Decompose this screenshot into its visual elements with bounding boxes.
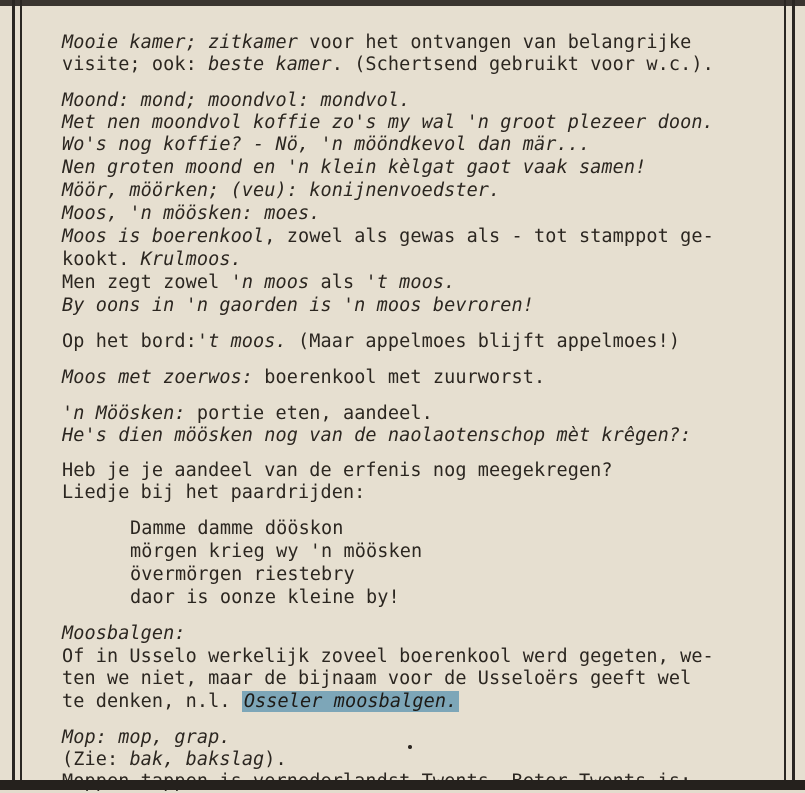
text-line bbox=[62, 295, 534, 317]
roman-text: ). bbox=[264, 749, 287, 770]
text-line bbox=[62, 403, 433, 425]
italic-text: bak, bakslag bbox=[129, 749, 265, 770]
italic-text: 't moos. bbox=[196, 331, 287, 352]
italic-text: beste kamer bbox=[208, 54, 332, 75]
text-line bbox=[62, 272, 455, 294]
italic-text: Moond: mond; moondvol: mondvol. bbox=[62, 90, 411, 111]
italic-text: Moos is boerenkool bbox=[62, 226, 265, 247]
italic-text: 'n Möösken: bbox=[62, 403, 186, 424]
italic-text: Moosbalgen: bbox=[62, 623, 186, 644]
roman-text: . (Schertsend gebruikt voor w.c.). bbox=[331, 54, 714, 75]
roman-text: daor is oonze kleine by! bbox=[130, 587, 400, 608]
italic-text: Moos met zoerwos: bbox=[62, 367, 254, 388]
text-line bbox=[130, 587, 400, 609]
text-line bbox=[62, 367, 545, 389]
text-line bbox=[62, 54, 714, 76]
italic-text: Moos, 'n möösken: moes. bbox=[62, 203, 321, 224]
print-speck bbox=[408, 745, 412, 749]
text-line bbox=[130, 518, 344, 540]
italic-text: Möör, möörken; (veu): konijnenvoedster. bbox=[62, 180, 501, 201]
text-line bbox=[62, 112, 714, 134]
italic-text: Mooie kamer; zitkamer bbox=[62, 32, 298, 53]
roman-text: Op het bord: bbox=[62, 331, 197, 352]
left-inner-rule bbox=[20, 0, 22, 790]
right-inner-rule bbox=[784, 0, 786, 790]
text-line bbox=[62, 460, 613, 482]
italic-text: Krulmoos. bbox=[140, 249, 242, 270]
text-line bbox=[62, 90, 410, 112]
highlighted-phrase: Osseler moosbalgen. bbox=[243, 691, 458, 712]
italic-text: 'n moos bbox=[230, 272, 310, 293]
italic-text: Met nen moondvol koffie zo's my wal 'n groot plezeer doon. bbox=[62, 112, 714, 133]
roman-text: (Maar appelmoes blijft appelmoes!) bbox=[286, 331, 681, 352]
bottom-edge bbox=[0, 780, 805, 790]
roman-text: voor het ontvangen van belangrijke bbox=[298, 32, 692, 53]
text-line bbox=[62, 180, 500, 202]
text-line bbox=[130, 564, 355, 586]
text-line bbox=[62, 646, 714, 668]
text-line bbox=[62, 727, 231, 749]
text-line bbox=[62, 203, 320, 225]
text-line bbox=[62, 249, 242, 271]
roman-text: Damme damme dööskon bbox=[130, 518, 344, 539]
roman-text: mörgen krieg wy 'n möösken bbox=[130, 541, 423, 562]
roman-text: visite; ook: bbox=[62, 54, 209, 75]
text-line bbox=[62, 157, 646, 179]
text-line bbox=[62, 668, 691, 690]
roman-text: Of in Usselo werkelijk zoveel boerenkool werd gegeten, we- bbox=[62, 646, 714, 667]
text-line bbox=[62, 623, 186, 645]
top-edge bbox=[0, 0, 805, 6]
text-line bbox=[130, 541, 422, 563]
text-line bbox=[62, 226, 714, 248]
italic-text: Wo's nog koffie? - Nö, 'n mööndkevol dan mär... bbox=[62, 134, 591, 155]
right-border-rule bbox=[792, 0, 795, 790]
roman-text: Liedje bij het paardrijden: bbox=[62, 482, 366, 503]
roman-text: portie eten, aandeel. bbox=[185, 403, 433, 424]
text-line bbox=[62, 32, 691, 54]
text-line bbox=[62, 749, 287, 771]
roman-text: ten we niet, maar de bijnaam voor de Usseloërs geeft wel bbox=[62, 668, 692, 689]
roman-text: , zowel als gewas als - tot stamppot ge- bbox=[264, 226, 714, 247]
italic-text: Mop: mop, grap. bbox=[62, 727, 231, 748]
italic-text: He's dien möösken nog van de naolaotenschop mèt krêgen?: bbox=[62, 425, 692, 446]
italic-text: Nen groten moond en 'n klein kèlgat gaot vaak samen! bbox=[62, 157, 647, 178]
text-line bbox=[62, 482, 365, 504]
left-border-rule bbox=[12, 0, 15, 790]
roman-text: Heb je je aandeel van de erfenis nog meegekregen? bbox=[62, 460, 613, 481]
text-line bbox=[62, 134, 590, 156]
roman-text: als bbox=[309, 272, 366, 293]
roman-text: kookt. bbox=[62, 249, 141, 270]
roman-text: (Zie: bbox=[62, 749, 130, 770]
text-line bbox=[62, 425, 691, 447]
roman-text: te denken, n.l. bbox=[62, 691, 242, 712]
text-line bbox=[62, 691, 459, 713]
italic-text: 't moos. bbox=[365, 272, 456, 293]
roman-text: övermörgen riestebry bbox=[130, 564, 355, 585]
roman-text: boerenkool met zuurworst. bbox=[253, 367, 546, 388]
roman-text: Men zegt zowel bbox=[62, 272, 231, 293]
italic-text: By oons in 'n gaorden is 'n moos bevroren! bbox=[62, 295, 534, 316]
text-line bbox=[62, 331, 680, 353]
